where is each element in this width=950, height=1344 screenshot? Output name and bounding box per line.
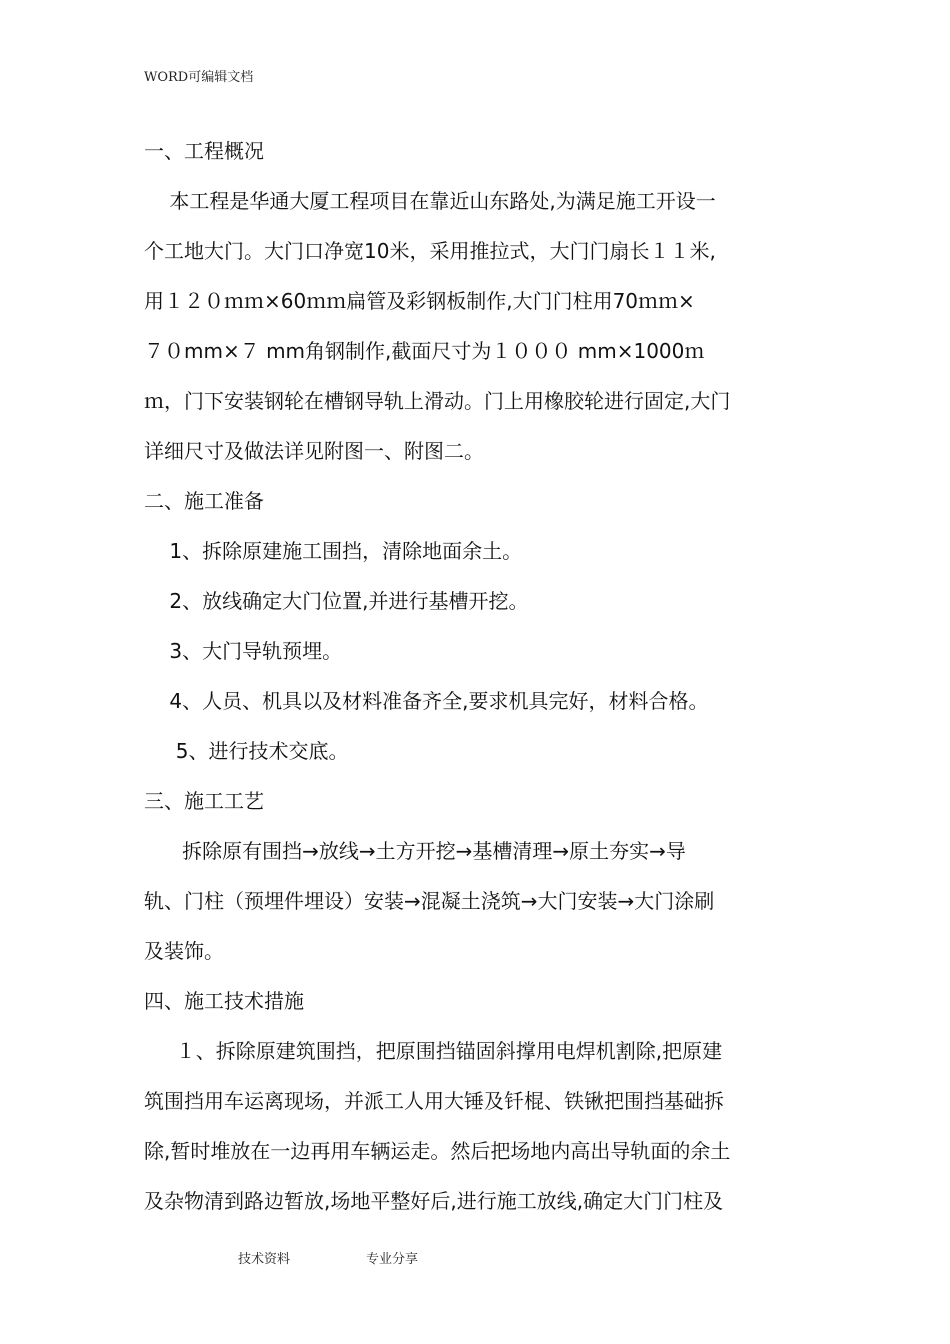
section-heading: 一、工程概况 [144,139,264,163]
paragraph-line: 除,暂时堆放在一边再用车辆运走。然后把场地内高出导轨面的余土 [144,1139,731,1163]
list-item: 4、人员、机具以及材料准备齐全,要求机具完好，材料合格。 [144,689,709,713]
section-heading: 二、施工准备 [144,489,264,513]
section-heading: 三、施工工艺 [144,789,264,813]
paragraph-line: １、拆除原建筑围挡，把原围挡锚固斜撑用电焊机割除,把原建 [144,1039,723,1063]
list-item: 1、拆除原建施工围挡，清除地面余土。 [144,539,523,563]
paragraph-line: 及杂物清到路边暂放,场地平整好后,进行施工放线,确定大门门柱及 [144,1189,724,1213]
list-item: 3、大门导轨预埋。 [144,639,343,663]
list-item: 2、放线确定大门位置,并进行基槽开挖。 [144,589,529,613]
document-body [144,126,814,1226]
paragraph-line: 本工程是华通大厦工程项目在靠近山东路处,为满足施工开设一 [144,189,716,213]
paragraph-line: 筑围挡用车运离现场，并派工人用大锤及钎棍、铁锹把围挡基础拆 [144,1089,724,1113]
paragraph-line: ｍ，门下安装钢轮在槽钢导轨上滑动。门上用橡胶轮进行固定,大门 [144,389,731,413]
footer-left-text: 技术资料 [238,1252,291,1267]
page-header: WORD可编辑文档 [144,70,254,85]
paragraph-line: 拆除原有围挡→放线→土方开挖→基槽清理→原土夯实→导 [144,839,686,863]
paragraph-line: 轨、门柱（预埋件埋设）安装→混凝土浇筑→大门安装→大门涂刷 [144,889,715,913]
paragraph-line: ７０mm×７ mm角钢制作,截面尺寸为１０００ mm×1000ｍ [144,339,705,363]
paragraph-line: 用１２０ｍｍ×60ｍｍ扁管及彩钢板制作,大门门柱用70ｍｍ× [144,289,695,313]
list-item: 5、进行技术交底。 [144,739,349,763]
section-heading: 四、施工技术措施 [144,989,304,1013]
paragraph-line: 详细尺寸及做法详见附图一、附图二。 [144,439,484,463]
paragraph-line: 个工地大门。大门口净宽10米，采用推拉式，大门门扇长１１米, [144,239,716,263]
footer-right-text: 专业分享 [366,1252,419,1267]
paragraph-line: 及装饰。 [144,939,224,963]
